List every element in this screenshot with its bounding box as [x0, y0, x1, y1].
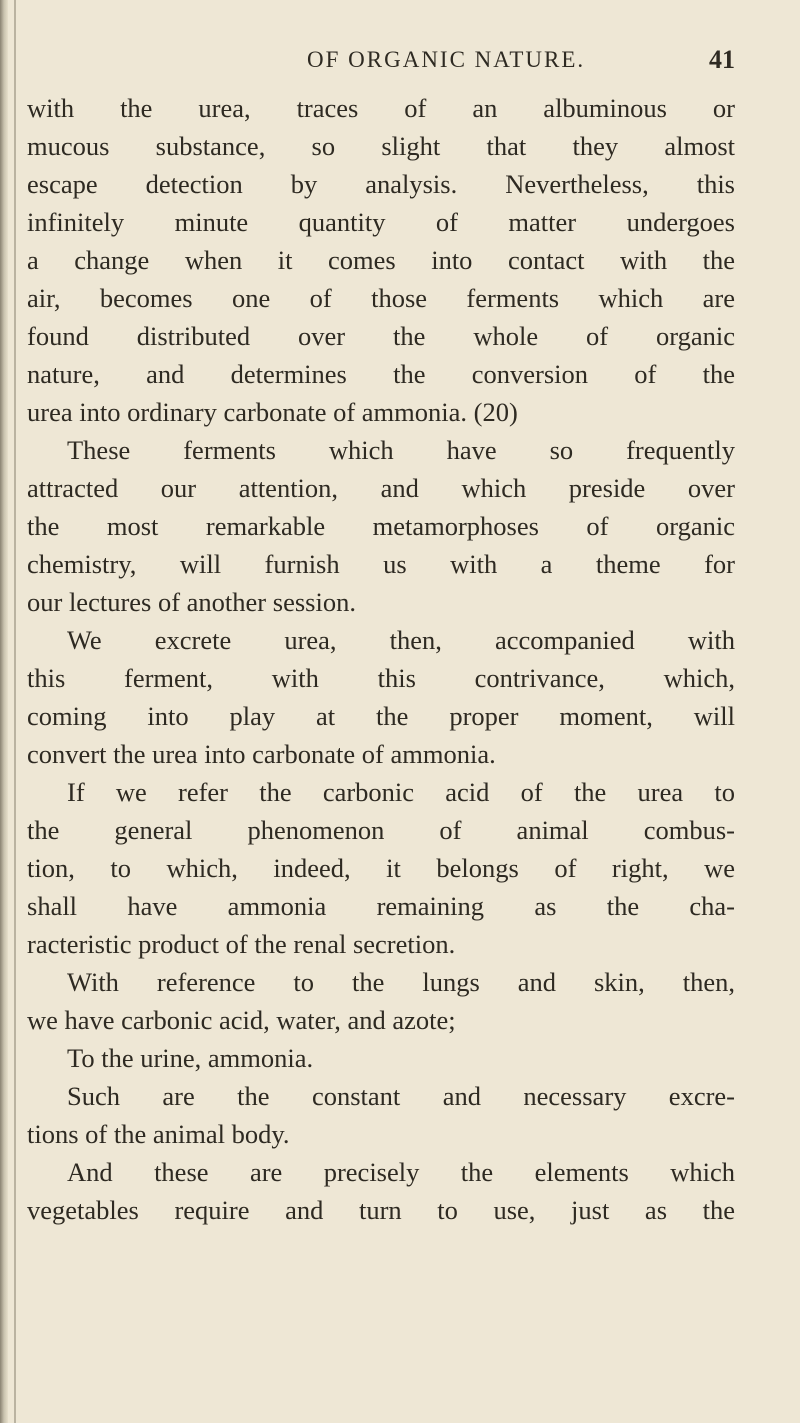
text-line: coming into play at the proper moment, will: [27, 701, 735, 731]
text-line: escape detection by analysis. Nevertheless, this: [27, 169, 735, 199]
text-line: chemistry, will furnish us with a theme for: [27, 549, 735, 579]
text-line: infinitely minute quantity of matter undergoes: [27, 207, 735, 237]
text-line: attracted our attention, and which preside over: [27, 473, 735, 503]
text-line: tions of the animal body.: [27, 1119, 290, 1149]
page-header: [27, 40, 735, 84]
text-line: With reference to the lungs and skin, then,: [67, 967, 735, 997]
text-line: the most remarkable metamorphoses of organic: [27, 511, 735, 541]
page-binding-edge: [14, 0, 16, 1423]
text-line: with the urea, traces of an albuminous or: [27, 93, 735, 123]
text-line: nature, and determines the conversion of the: [27, 359, 735, 389]
text-line: convert the urea into carbonate of ammonia.: [27, 739, 496, 769]
text-line: our lectures of another session.: [27, 587, 356, 617]
text-line: we have carbonic acid, water, and azote;: [27, 1005, 456, 1035]
text-line: tion, to which, indeed, it belongs of right, we: [27, 853, 735, 883]
page-gutter-shadow: [0, 0, 8, 1423]
text-line: shall have ammonia remaining as the cha-: [27, 891, 735, 921]
text-line: mucous substance, so slight that they almost: [27, 131, 735, 161]
text-line: And these are precisely the elements which: [67, 1157, 735, 1187]
text-line: urea into ordinary carbonate of ammonia. (20): [27, 397, 518, 427]
text-line: racteristic product of the renal secretion.: [27, 929, 456, 959]
text-line: air, becomes one of those ferments which are: [27, 283, 735, 313]
text-line: Such are the constant and necessary excre-: [67, 1081, 735, 1111]
body-text: [27, 89, 735, 1229]
text-line: a change when it comes into contact with the: [27, 245, 735, 275]
text-line: If we refer the carbonic acid of the urea to: [67, 777, 735, 807]
running-head: OF ORGANIC NATURE.: [307, 47, 586, 72]
page-number: 41: [709, 45, 735, 74]
text-line: These ferments which have so frequently: [67, 435, 735, 465]
text-line: To the urine, ammonia.: [67, 1043, 314, 1073]
text-line: We excrete urea, then, accompanied with: [67, 625, 735, 655]
text-line: this ferment, with this contrivance, which,: [27, 663, 735, 693]
text-line: found distributed over the whole of organic: [27, 321, 735, 351]
text-line: vegetables require and turn to use, just as the: [27, 1195, 735, 1225]
text-line: the general phenomenon of animal combus-: [27, 815, 735, 845]
